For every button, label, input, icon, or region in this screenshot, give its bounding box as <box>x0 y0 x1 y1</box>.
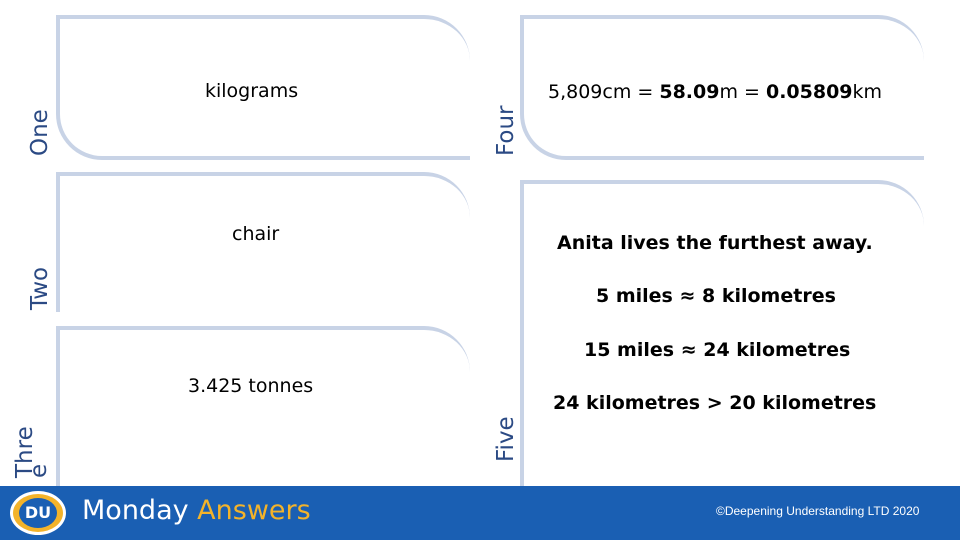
footer-title <box>82 495 311 526</box>
footer-title-answers: Answers <box>197 495 311 526</box>
tab-label-two: Two <box>27 266 53 310</box>
card-three <box>56 326 470 486</box>
answer-five-line-4: 24 kilometres > 20 kilometres <box>553 392 877 414</box>
tab-label-four: Four <box>493 105 519 156</box>
du-logo-icon <box>10 491 66 535</box>
answer-one: kilograms <box>205 80 299 102</box>
answer-four-part2: m = <box>719 81 766 103</box>
answer-four-kilometres: 0.05809 <box>765 81 853 103</box>
tab-label-one: One <box>27 109 53 156</box>
answer-three: 3.425 tonnes <box>188 375 314 397</box>
answer-five-line-3: 15 miles ≈ 24 kilometres <box>584 339 851 361</box>
footer-title-day: Monday <box>82 495 198 526</box>
tab-label-five: Five <box>493 416 519 462</box>
answer-four-metres: 58.09 <box>659 81 720 103</box>
footer-bar <box>0 486 960 540</box>
tab-label-three: Thre e <box>12 426 52 478</box>
copyright-text: ©Deepening Understanding LTD 2020 <box>716 504 920 518</box>
answer-five-line-2: 5 miles ≈ 8 kilometres <box>596 285 836 307</box>
answer-four-part3: km <box>852 81 883 103</box>
card-five <box>520 180 924 486</box>
logo-text: DU <box>19 498 57 528</box>
answer-two: chair <box>232 223 280 245</box>
answer-four-part1: 5,809cm = <box>548 81 660 103</box>
answer-five-line-1: Anita lives the furthest away. <box>557 232 873 254</box>
answer-four <box>548 81 882 103</box>
